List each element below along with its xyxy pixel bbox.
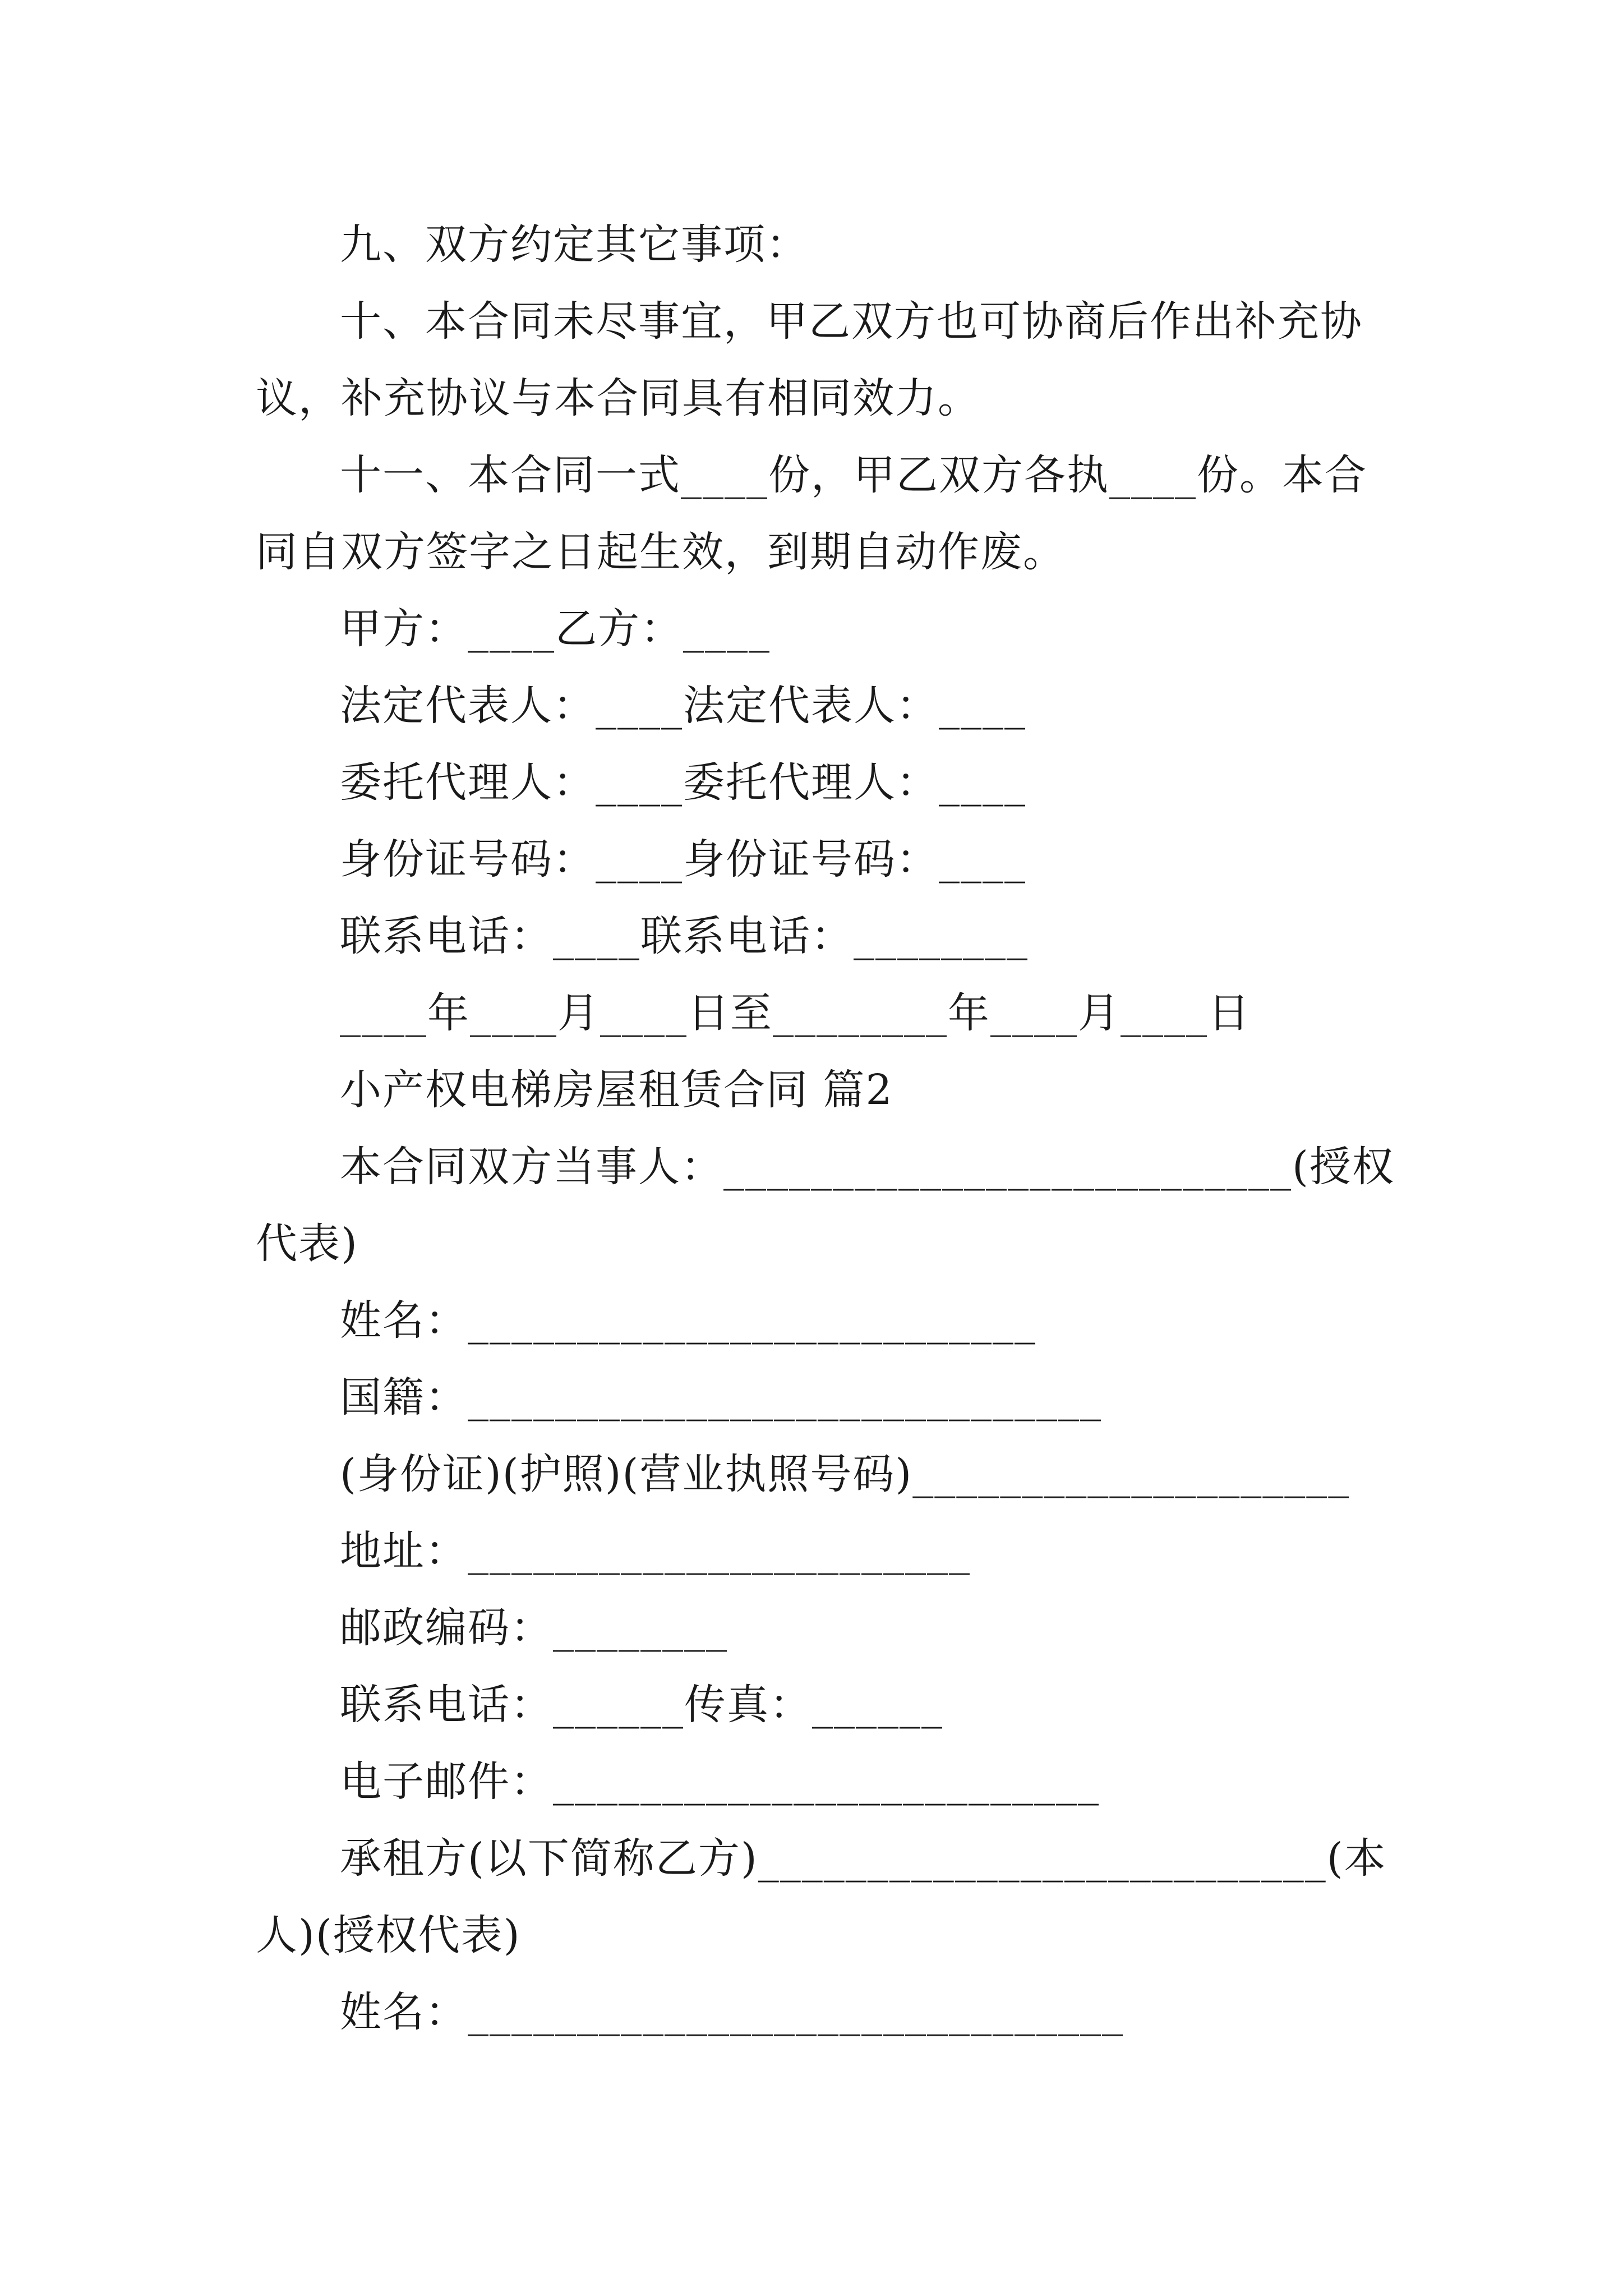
id-number-line: 身份证号码：____身份证号码：____ bbox=[340, 835, 1026, 884]
party-line: 甲方：____乙方：____ bbox=[340, 605, 771, 653]
section-heading: 小产权电梯房屋租赁合同 篇2 bbox=[340, 1066, 893, 1114]
phone-line: 联系电话：____联系电话：________ bbox=[340, 912, 1029, 960]
clause-11-line-2: 同自双方签字之日起生效，到期自动作废。 bbox=[256, 528, 1066, 576]
postal-code-line: 邮政编码：________ bbox=[340, 1604, 728, 1652]
clause-10-line-1: 十、本合同未尽事宜，甲乙双方也可协商后作出补充协 bbox=[340, 297, 1363, 346]
address-line: 地址：_______________________ bbox=[340, 1527, 971, 1575]
clause-11-line-1: 十一、本合同一式____份，甲乙双方各执____份。本合 bbox=[340, 451, 1367, 499]
parties-line-1: 本合同双方当事人：__________________________(授权 bbox=[340, 1143, 1395, 1191]
lessee-line-2: 人)(授权代表) bbox=[256, 1911, 521, 1959]
legal-representative-line: 法定代表人：____法定代表人：____ bbox=[340, 682, 1026, 730]
name-line: 姓名：__________________________ bbox=[340, 1296, 1036, 1345]
lessee-line-1: 承租方(以下简称乙方)__________________________(本 bbox=[340, 1834, 1387, 1883]
lessee-name-line: 姓名：______________________________ bbox=[340, 1988, 1124, 2036]
phone-fax-line: 联系电话：______传真：______ bbox=[340, 1681, 943, 1729]
email-line: 电子邮件：_________________________ bbox=[340, 1757, 1100, 1806]
clause-9: 九、双方约定其它事项： bbox=[340, 220, 809, 269]
id-document-line: (身份证)(护照)(营业执照号码)____________________ bbox=[340, 1450, 1350, 1498]
date-line: ____年____月____日至________年____月____日 bbox=[340, 989, 1251, 1037]
agent-line: 委托代理人：____委托代理人：____ bbox=[340, 758, 1026, 807]
nationality-line: 国籍：_____________________________ bbox=[340, 1373, 1102, 1421]
parties-line-2: 代表) bbox=[256, 1220, 358, 1268]
clause-10-line-2: 议，补充协议与本合同具有相同效力。 bbox=[256, 374, 980, 422]
